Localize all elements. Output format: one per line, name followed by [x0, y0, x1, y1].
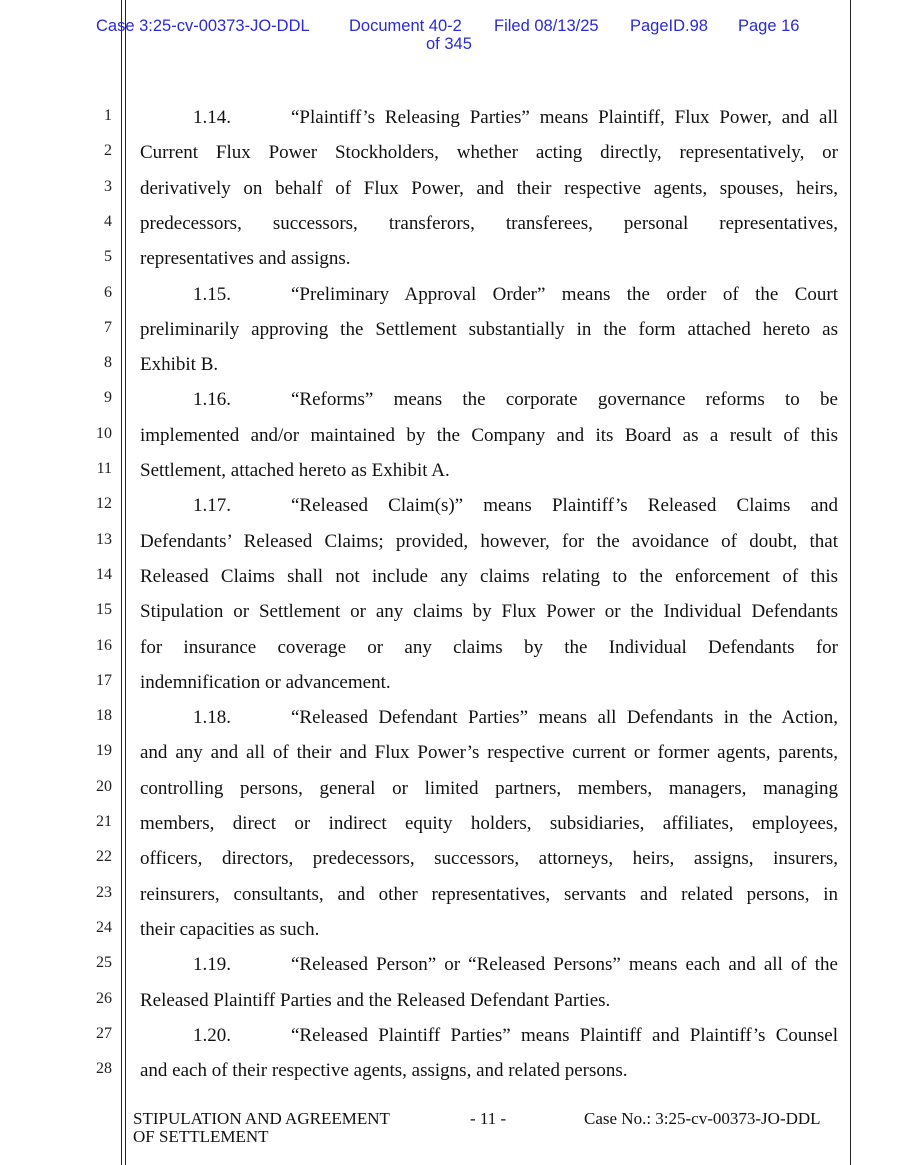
- text-line: indemnification or advancement.: [140, 671, 391, 693]
- text-line: predecessors, successors, transferors, transferees, personal representatives,: [140, 212, 838, 234]
- line-number: 27: [96, 1024, 112, 1042]
- filed-date: Filed 08/13/25: [494, 17, 599, 35]
- line-number: 26: [96, 989, 112, 1007]
- text-line: Stipulation or Settlement or any claims by Flux Power or the Individual Defendants: [140, 601, 838, 623]
- line-number: 6: [104, 283, 112, 301]
- text-line: Exhibit B.: [140, 354, 219, 376]
- definition-text: “Reforms” means the corporate governance reforms to be: [291, 389, 838, 411]
- text-line: reinsurers, consultants, and other representatives, servants and related persons, in: [140, 883, 838, 905]
- case-number: Case 3:25-cv-00373-JO-DDL: [96, 17, 310, 35]
- page-number: Page 16: [738, 17, 800, 35]
- line-number: 2: [104, 142, 112, 160]
- left-margin-rule: [125, 0, 126, 1165]
- line-number: 21: [96, 813, 112, 830]
- text-line: preliminarily approving the Settlement substantially in the form attached hereto as: [140, 318, 838, 340]
- text-line: their capacities as such.: [140, 918, 320, 940]
- definition-text: “Preliminary Approval Order” means the order of the Court: [291, 283, 838, 305]
- text-line: and each of their respective agents, assigns, and related persons.: [140, 1060, 628, 1082]
- section-number: 1.19.: [193, 954, 231, 976]
- line-number: 10: [96, 424, 112, 442]
- section-number: 1.20.: [193, 1024, 231, 1046]
- text-line: and any and all of their and Flux Power’s respective current or former agents, parents,: [140, 742, 838, 764]
- section-number: 1.17.: [193, 495, 231, 517]
- section-number: 1.14.: [193, 107, 231, 128]
- line-number: 22: [96, 848, 112, 866]
- line-number: 20: [96, 777, 112, 795]
- section-number: 1.15.: [193, 283, 231, 305]
- line-number: 19: [96, 742, 112, 760]
- left-margin-rule: [121, 0, 122, 1165]
- text-line: members, direct or indirect equity holders, subsidiaries, affiliates, employees,: [140, 813, 838, 834]
- line-number: 1: [104, 107, 112, 124]
- text-line: representatives and assigns.: [140, 248, 351, 270]
- section-number: 1.16.: [193, 389, 231, 411]
- text-line: Current Flux Power Stockholders, whether acting directly, representatively, or: [140, 142, 838, 164]
- definition-text: “Released Person” or “Released Persons” means each and all of the: [291, 954, 838, 976]
- text-line: implemented and/or maintained by the Company and its Board as a result of this: [140, 424, 838, 446]
- section-number: 1.18.: [193, 707, 231, 729]
- text-line: officers, directors, predecessors, successors, attorneys, heirs, assigns, insurers,: [140, 848, 838, 870]
- text-line: for insurance coverage or any claims by the Individual Defendants for: [140, 636, 838, 658]
- definition-text: “Released Defendant Parties” means all Defendants in the Action,: [291, 707, 838, 729]
- right-margin-rule: [850, 0, 851, 1165]
- page-id: PageID.98: [630, 17, 708, 35]
- line-number: 5: [104, 248, 112, 266]
- line-number: 3: [104, 177, 112, 195]
- text-line: Released Claims shall not include any claims relating to the enforcement of this: [140, 565, 838, 587]
- line-number: 25: [96, 954, 112, 972]
- definition-text: “Released Plaintiff Parties” means Plaintiff and Plaintiff’s Counsel: [291, 1024, 838, 1046]
- text-line: Defendants’ Released Claims; provided, however, for the avoidance of doubt, that: [140, 530, 838, 552]
- document-number: Document 40-2: [349, 17, 462, 35]
- line-number: 7: [104, 318, 112, 336]
- line-number: 13: [96, 530, 112, 548]
- page-total: of 345: [426, 35, 472, 53]
- line-number: 24: [96, 918, 112, 936]
- line-number: 16: [96, 636, 112, 654]
- definition-text: “Released Claim(s)” means Plaintiff’s Released Claims and: [291, 495, 838, 517]
- footer-case-number: Case No.: 3:25-cv-00373-JO-DDL: [584, 1109, 821, 1128]
- line-number: 4: [104, 212, 112, 230]
- line-number: 15: [96, 601, 112, 619]
- text-line: Settlement, attached hereto as Exhibit A.: [140, 460, 450, 481]
- definition-text: “Plaintiff’s Releasing Parties” means Plaintiff, Flux Power, and all: [291, 107, 838, 128]
- text-line: controlling persons, general or limited partners, members, managers, managing: [140, 777, 838, 799]
- line-number: 23: [96, 883, 112, 901]
- footer-page-number: - 11 -: [470, 1109, 507, 1128]
- text-line: derivatively on behalf of Flux Power, and their respective agents, spouses, heirs,: [140, 177, 838, 199]
- line-number: 17: [96, 671, 112, 689]
- line-number: 12: [96, 495, 112, 513]
- line-number: 8: [104, 354, 112, 372]
- text-line: Released Plaintiff Parties and the Released Defendant Parties.: [140, 989, 611, 1011]
- line-number: 11: [96, 460, 112, 477]
- footer-title-line: STIPULATION AND AGREEMENT: [133, 1109, 390, 1128]
- line-number: 28: [96, 1060, 112, 1078]
- line-number: 9: [104, 389, 112, 407]
- footer-title: [133, 1110, 390, 1146]
- footer-title-line: OF SETTLEMENT: [133, 1127, 269, 1146]
- line-number: 14: [96, 565, 112, 583]
- line-number: 18: [96, 707, 112, 725]
